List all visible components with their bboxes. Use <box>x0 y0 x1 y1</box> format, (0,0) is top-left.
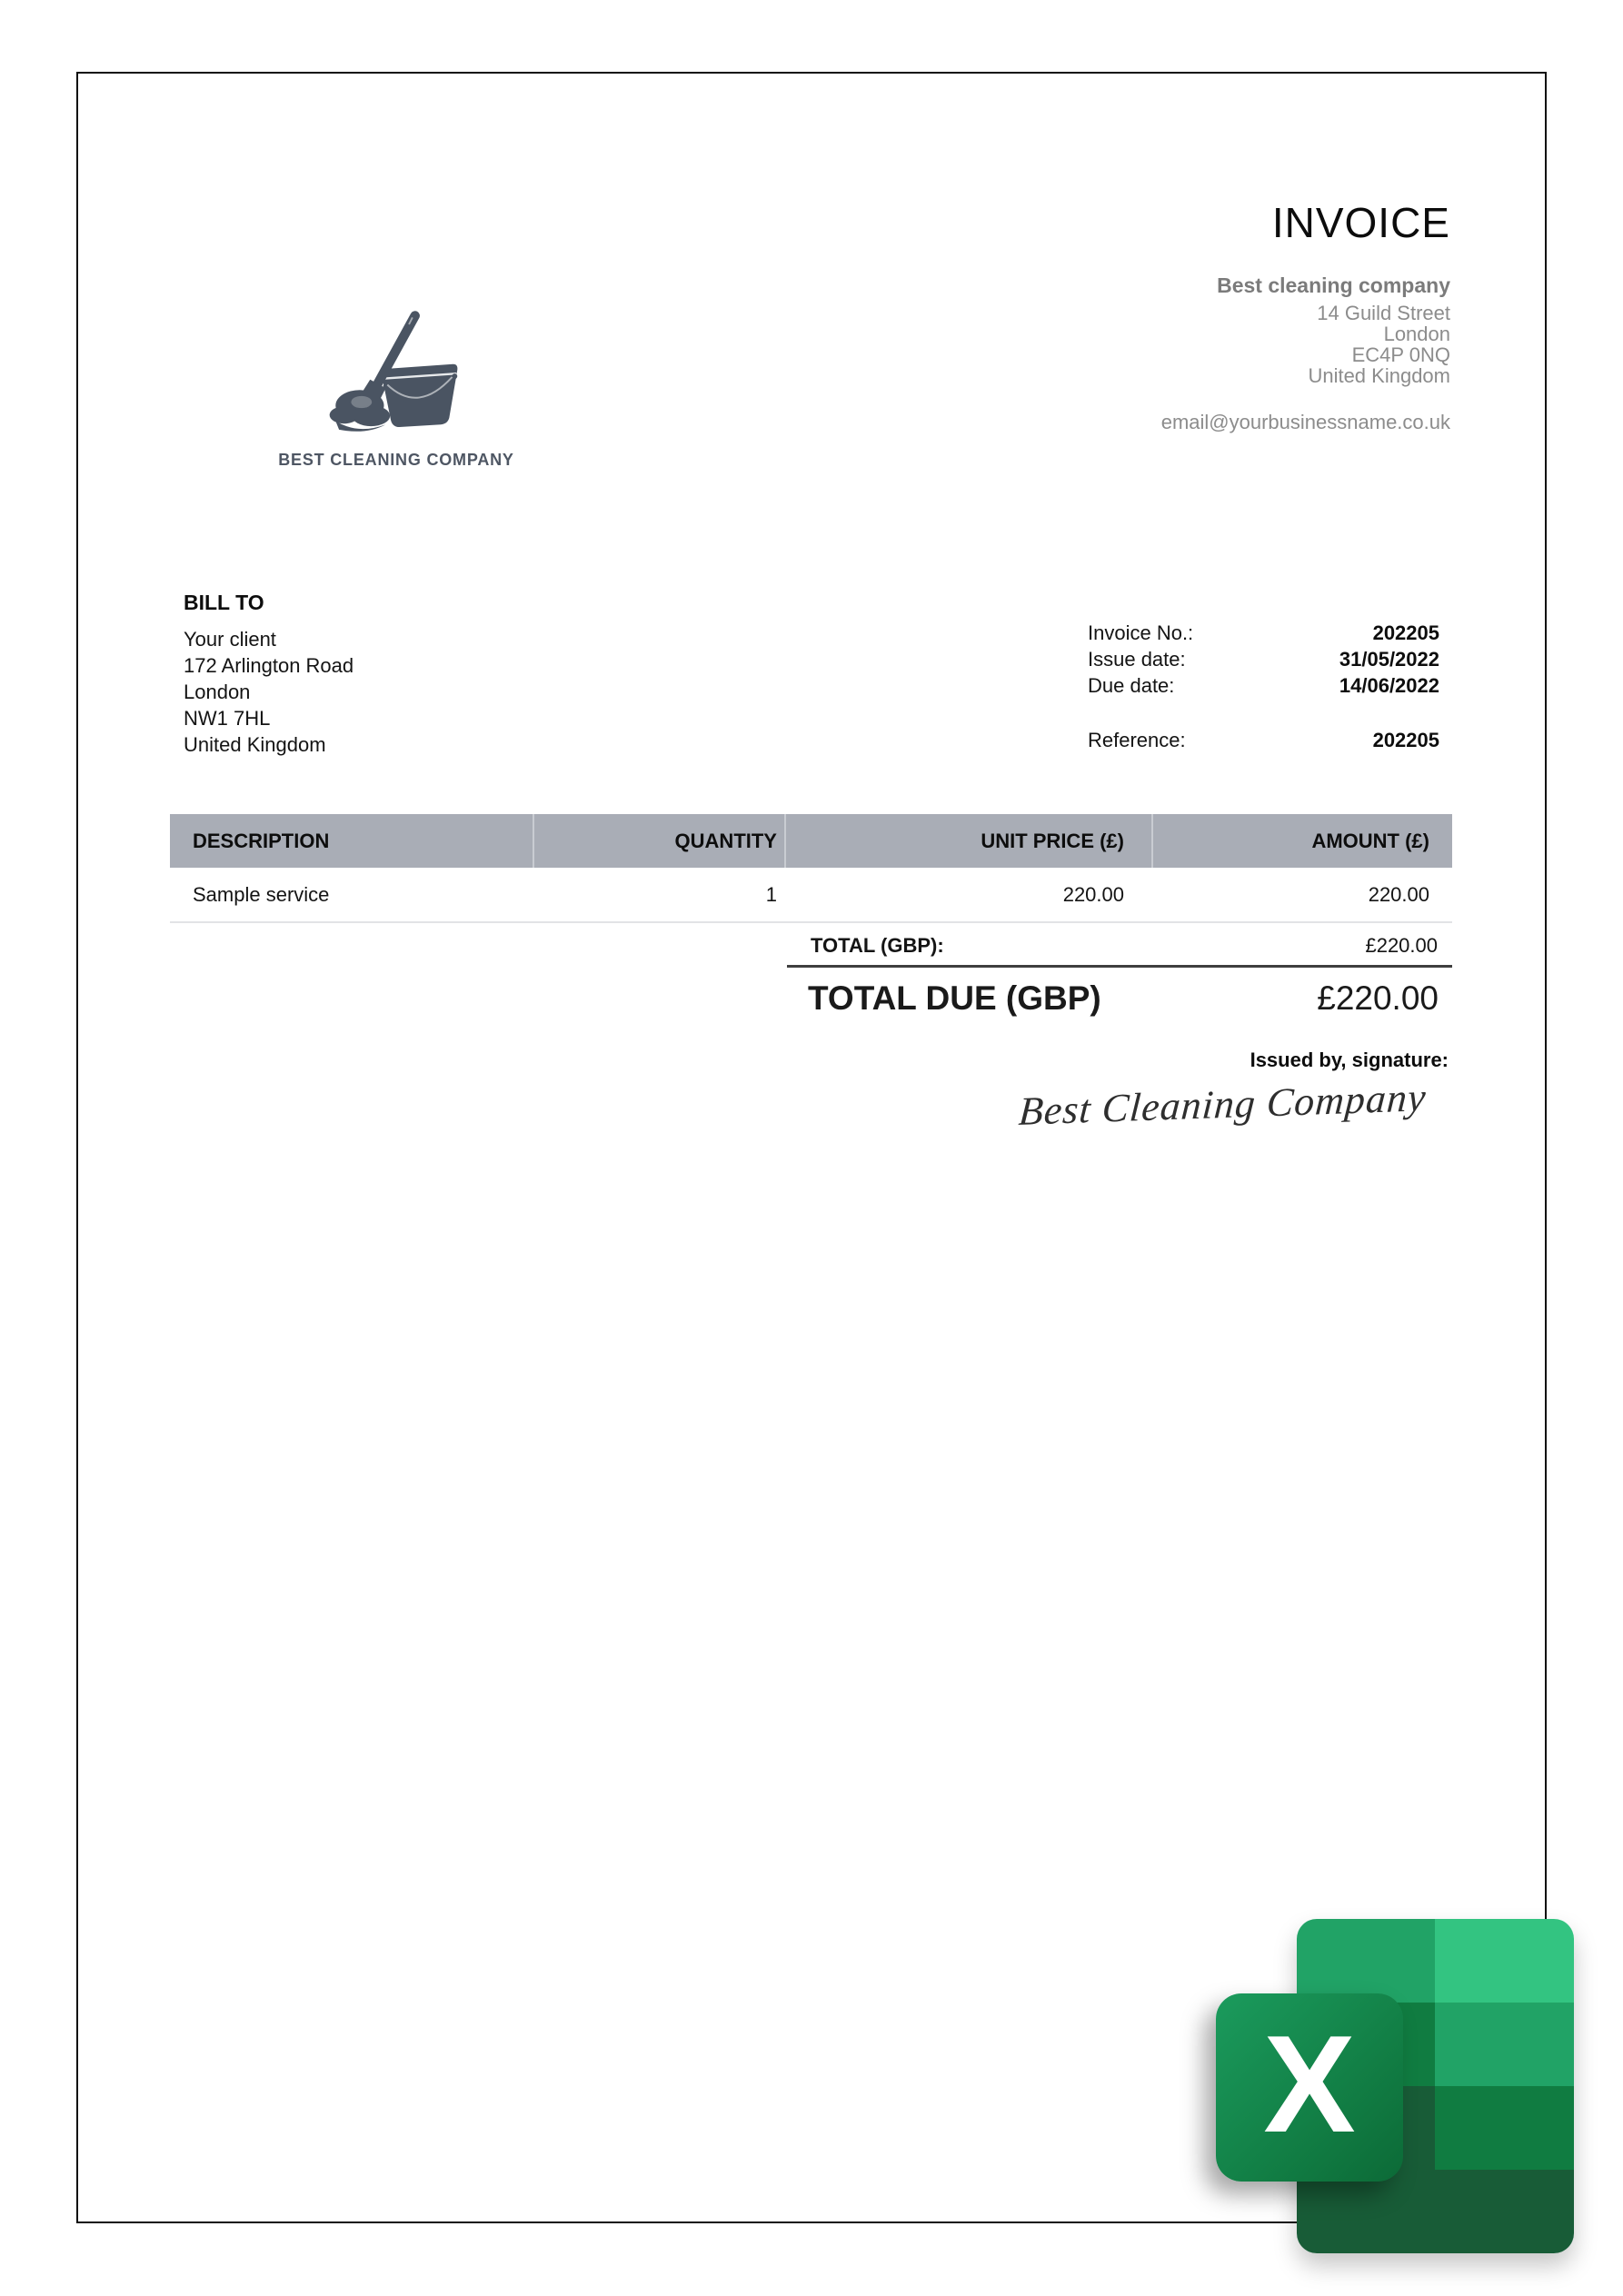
company-address-block <box>1217 273 1450 386</box>
table-row <box>170 868 1452 923</box>
header-quantity: QUANTITY <box>533 814 784 868</box>
issue-date-row <box>1088 648 1439 674</box>
subtotal-label: TOTAL (GBP): <box>811 933 944 957</box>
issue-date-value: 31/05/2022 <box>1339 648 1439 671</box>
company-email: email@yourbusinessname.co.uk <box>1160 411 1450 433</box>
bill-to-line: London <box>184 681 251 703</box>
bill-to-heading: BILL TO <box>184 591 264 614</box>
issue-date-label: Issue date: <box>1088 648 1186 671</box>
due-date-row <box>1088 674 1439 701</box>
issued-by-label: Issued by, signature: <box>1250 1049 1449 1071</box>
excel-logo[interactable] <box>1216 1919 1574 2253</box>
bill-to-line: 172 Arlington Road <box>184 654 354 677</box>
bill-to-line: NW1 7HL <box>184 707 271 730</box>
subtotal-value: £220.00 <box>1365 933 1438 957</box>
subtotal-row <box>170 923 1452 968</box>
document-border <box>76 72 1547 2223</box>
table-header-row <box>170 814 1452 868</box>
reference-label: Reference: <box>1088 729 1186 751</box>
excel-sheet-cell <box>1435 2170 1574 2253</box>
excel-sheet-cell <box>1297 2170 1435 2253</box>
cell-amount: 220.00 <box>1368 882 1429 906</box>
company-address-line: London <box>1383 323 1450 345</box>
mop-and-bucket-icon <box>324 307 462 445</box>
invoice-title: INVOICE <box>1271 199 1450 246</box>
bill-to-line: United Kingdom <box>184 733 326 756</box>
company-address-line: 14 Guild Street <box>1317 302 1450 324</box>
excel-x-tile <box>1216 1993 1403 2182</box>
excel-sheet-cell <box>1435 2086 1574 2170</box>
header-description: DESCRIPTION <box>193 829 330 852</box>
cell-quantity: 1 <box>765 882 777 906</box>
signature: Best Cleaning Company <box>1017 1075 1429 1134</box>
reference-value: 202205 <box>1372 729 1439 751</box>
due-date-value: 14/06/2022 <box>1339 674 1439 697</box>
company-address-line: EC4P 0NQ <box>1351 343 1450 366</box>
total-due-value: £220.00 <box>1317 979 1439 1017</box>
header-amount: AMOUNT (£) <box>1151 814 1452 868</box>
excel-x-letter: X <box>1263 2006 1356 2162</box>
bill-to-line: Your client <box>184 628 276 651</box>
header-unit-price: UNIT PRICE (£) <box>784 814 1151 868</box>
line-items-table <box>170 814 1452 1035</box>
total-due-label: TOTAL DUE (GBP) <box>808 979 1101 1017</box>
cell-description: Sample service <box>193 882 330 906</box>
due-date-label: Due date: <box>1088 674 1175 697</box>
invoice-number-row <box>1088 621 1439 648</box>
invoice-number-label: Invoice No.: <box>1088 621 1194 644</box>
bill-to-block <box>184 591 353 758</box>
company-address-line: United Kingdom <box>1308 364 1450 387</box>
invoice-meta-block <box>1088 621 1439 755</box>
company-name: Best cleaning company <box>1217 273 1450 297</box>
total-due-row <box>170 968 1452 1035</box>
excel-sheet-cell <box>1435 1919 1574 2003</box>
excel-sheet-cell <box>1435 2003 1574 2086</box>
cell-unit-price: 220.00 <box>1062 882 1124 906</box>
excel-sheet-cell <box>1297 1919 1435 2003</box>
reference-row <box>1088 729 1439 755</box>
logo-caption: BEST CLEANING COMPANY <box>278 451 514 469</box>
invoice-number-value: 202205 <box>1372 621 1439 644</box>
